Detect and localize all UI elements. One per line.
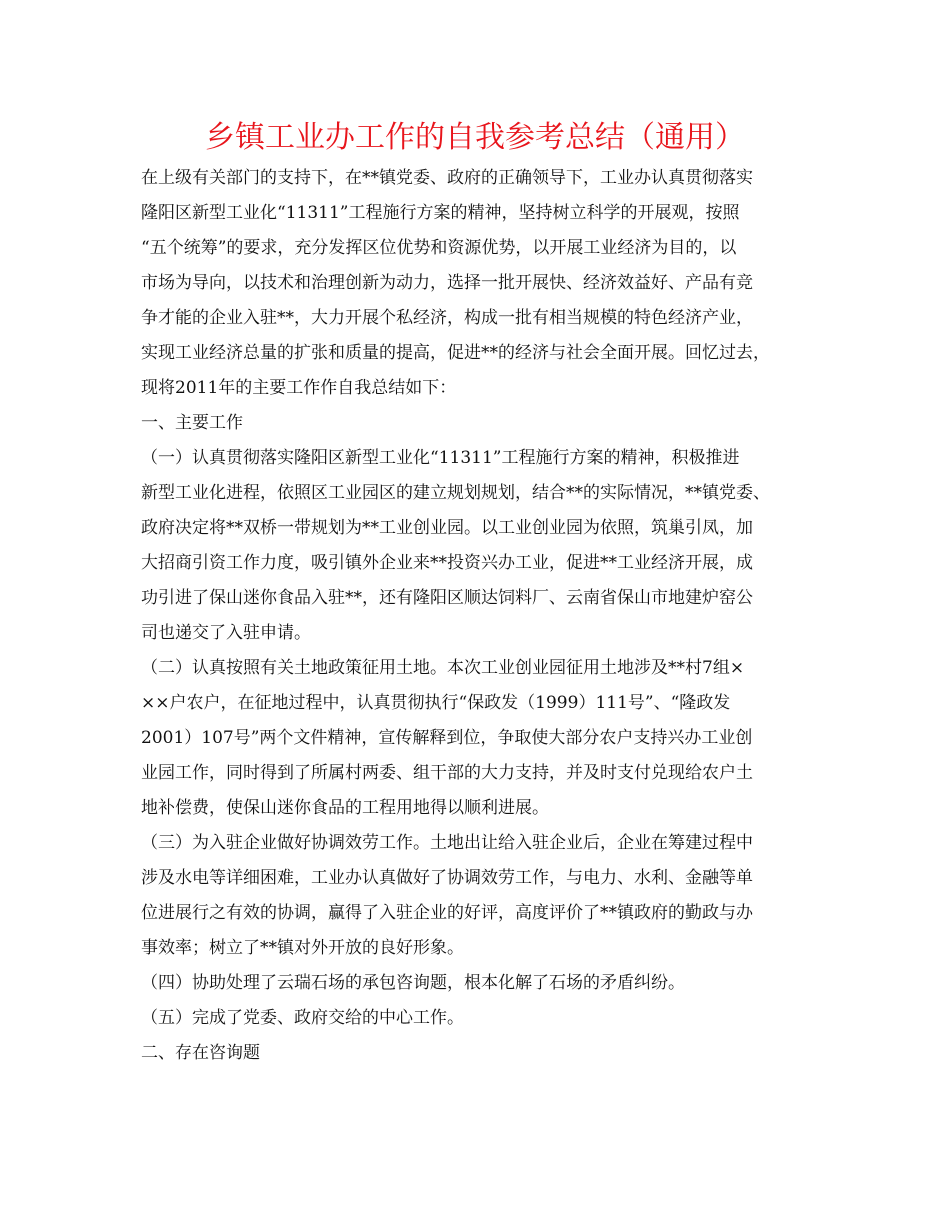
body-line: 隆阳区新型工业化“11311”工程施行方案的精神，坚持树立科学的开展观，按照: [141, 203, 740, 223]
body-line: （五）完成了党委、政府交给的中心工作。: [141, 1008, 464, 1028]
body-line: （二）认真按照有关土地政策征用土地。本次工业创业园征用土地涉及**村7组×: [141, 658, 745, 678]
body-line: 新型工业化进程，依照区工业园区的建立规划规划，结合**的实际情况，**镇党委、: [141, 483, 770, 503]
body-line: 位进展行之有效的协调，赢得了入驻企业的好评，高度评价了**镇政府的勤政与办: [141, 903, 753, 923]
body-line: （三）为入驻企业做好协调效劳工作。土地出让给入驻企业后，企业在筹建过程中: [141, 833, 753, 853]
body-line: 争才能的企业入驻**，大力开展个私经济，构成一批有相当规模的特色经济产业，: [141, 308, 753, 328]
body-line: 事效率；树立了**镇对外开放的良好形象。: [141, 938, 464, 958]
body-line: （四）协助处理了云瑞石场的承包咨询题，根本化解了石场的矛盾纠纷。: [141, 973, 685, 993]
section-heading: 一、主要工作: [141, 413, 243, 433]
body-line: 在上级有关部门的支持下，在**镇党委、政府的正确领导下，工业办认真贯彻落实: [141, 168, 753, 188]
body-line: 2001）107号”两个文件精神，宣传解释到位，争取使大部分农户支持兴办工业创: [141, 728, 753, 748]
body-line: （一）认真贯彻落实隆阳区新型工业化“11311”工程施行方案的精神，积极推进: [141, 448, 740, 468]
body-line: 功引进了保山迷你食品入驻**，还有隆阳区顺达饲料厂、云南省保山市地建炉窑公: [141, 588, 753, 608]
body-line: “五个统筹”的要求，充分发挥区位优势和资源优势，以开展工业经济为目的，以: [141, 238, 737, 258]
body-line: 业园工作，同时得到了所属村两委、组干部的大力支持，并及时支付兑现给农户土: [141, 763, 753, 783]
body-line: 司也递交了入驻申请。: [141, 623, 311, 643]
body-line: 市场为导向，以技术和治理创新为动力，选择一批开展快、经济效益好、产品有竞: [141, 273, 753, 293]
body-line: 涉及水电等详细困难，工业办认真做好了协调效劳工作，与电力、水利、金融等单: [141, 868, 753, 888]
document-title: 乡镇工业办工作的自我参考总结（通用）: [205, 120, 745, 155]
body-line: 政府决定将**双桥一带规划为**工业创业园。以工业创业园为依照，筑巢引凤，加: [141, 518, 753, 538]
body-line: 地补偿费，使保山迷你食品的工程用地得以顺利进展。: [141, 798, 549, 818]
body-line: 大招商引资工作力度，吸引镇外企业来**投资兴办工业，促进**工业经济开展，成: [141, 553, 753, 573]
body-line: 实现工业经济总量的扩张和质量的提高，促进**的经济与社会全面开展。回忆过去，: [141, 343, 770, 363]
body-line: ××户农户，在征地过程中，认真贯彻执行“保政发（1999）111号”、“隆政发: [141, 693, 731, 713]
body-line: 现将2011年的主要工作作自我总结如下：: [141, 378, 457, 398]
section-heading: 二、存在咨询题: [141, 1043, 260, 1063]
